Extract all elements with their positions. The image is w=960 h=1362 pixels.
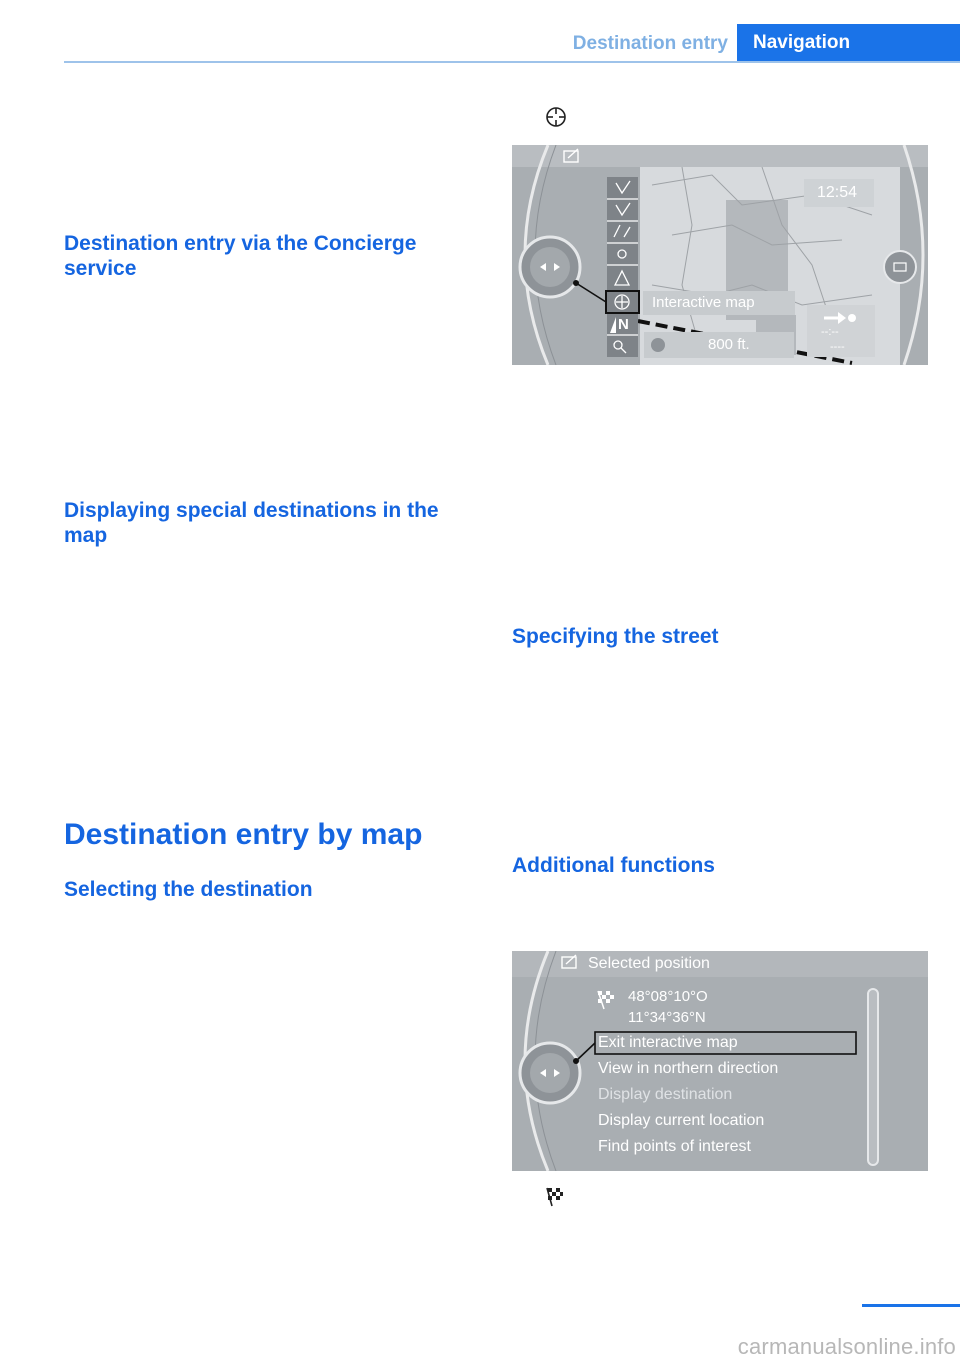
menu-item-north[interactable]: View in northern direction [598, 1060, 779, 1077]
header-section-title: Destination entry [572, 33, 728, 54]
heading-special-destinations: Displaying special destinations in the map [64, 499, 439, 547]
heading-concierge: Destination entry via the Concierge service [64, 232, 417, 280]
header-chapter-tab: Navigation [737, 24, 960, 62]
watermark: carmanualsonline.info [737, 1334, 956, 1359]
selected-position-screenshot [512, 951, 928, 1171]
map-arrival-time: --:-- [821, 326, 839, 338]
menu-title: Selected position [588, 955, 710, 972]
footer-rule [862, 1304, 960, 1307]
map-clock: 12:54 [817, 184, 858, 201]
menu-longitude: 11°34°36°N [628, 1009, 706, 1026]
heading-specifying-street: Specifying the street [512, 625, 719, 648]
map-north-label: N [618, 316, 629, 333]
crosshair-icon [545, 106, 567, 128]
interactive-map-screenshot [512, 145, 928, 365]
menu-item-poi[interactable]: Find points of interest [598, 1138, 751, 1155]
menu-item-display-destination[interactable]: Display destination [598, 1086, 733, 1103]
destination-flag-icon [545, 1187, 563, 1207]
header-rule [64, 61, 960, 63]
heading-selecting-destination: Selecting the destination [64, 878, 313, 901]
heading-destination-by-map: Destination entry by map [64, 818, 423, 851]
map-distance: ---- [830, 341, 845, 353]
menu-item-current-location[interactable]: Display current location [598, 1112, 765, 1129]
menu-latitude: 48°08°10°O [628, 988, 708, 1005]
map-graphic [512, 145, 928, 365]
heading-additional-functions: Additional functions [512, 854, 715, 877]
map-scale: 800 ft. [708, 336, 750, 353]
map-label: Interactive map [652, 294, 755, 311]
menu-item-exit[interactable]: Exit interactive map [598, 1034, 738, 1051]
